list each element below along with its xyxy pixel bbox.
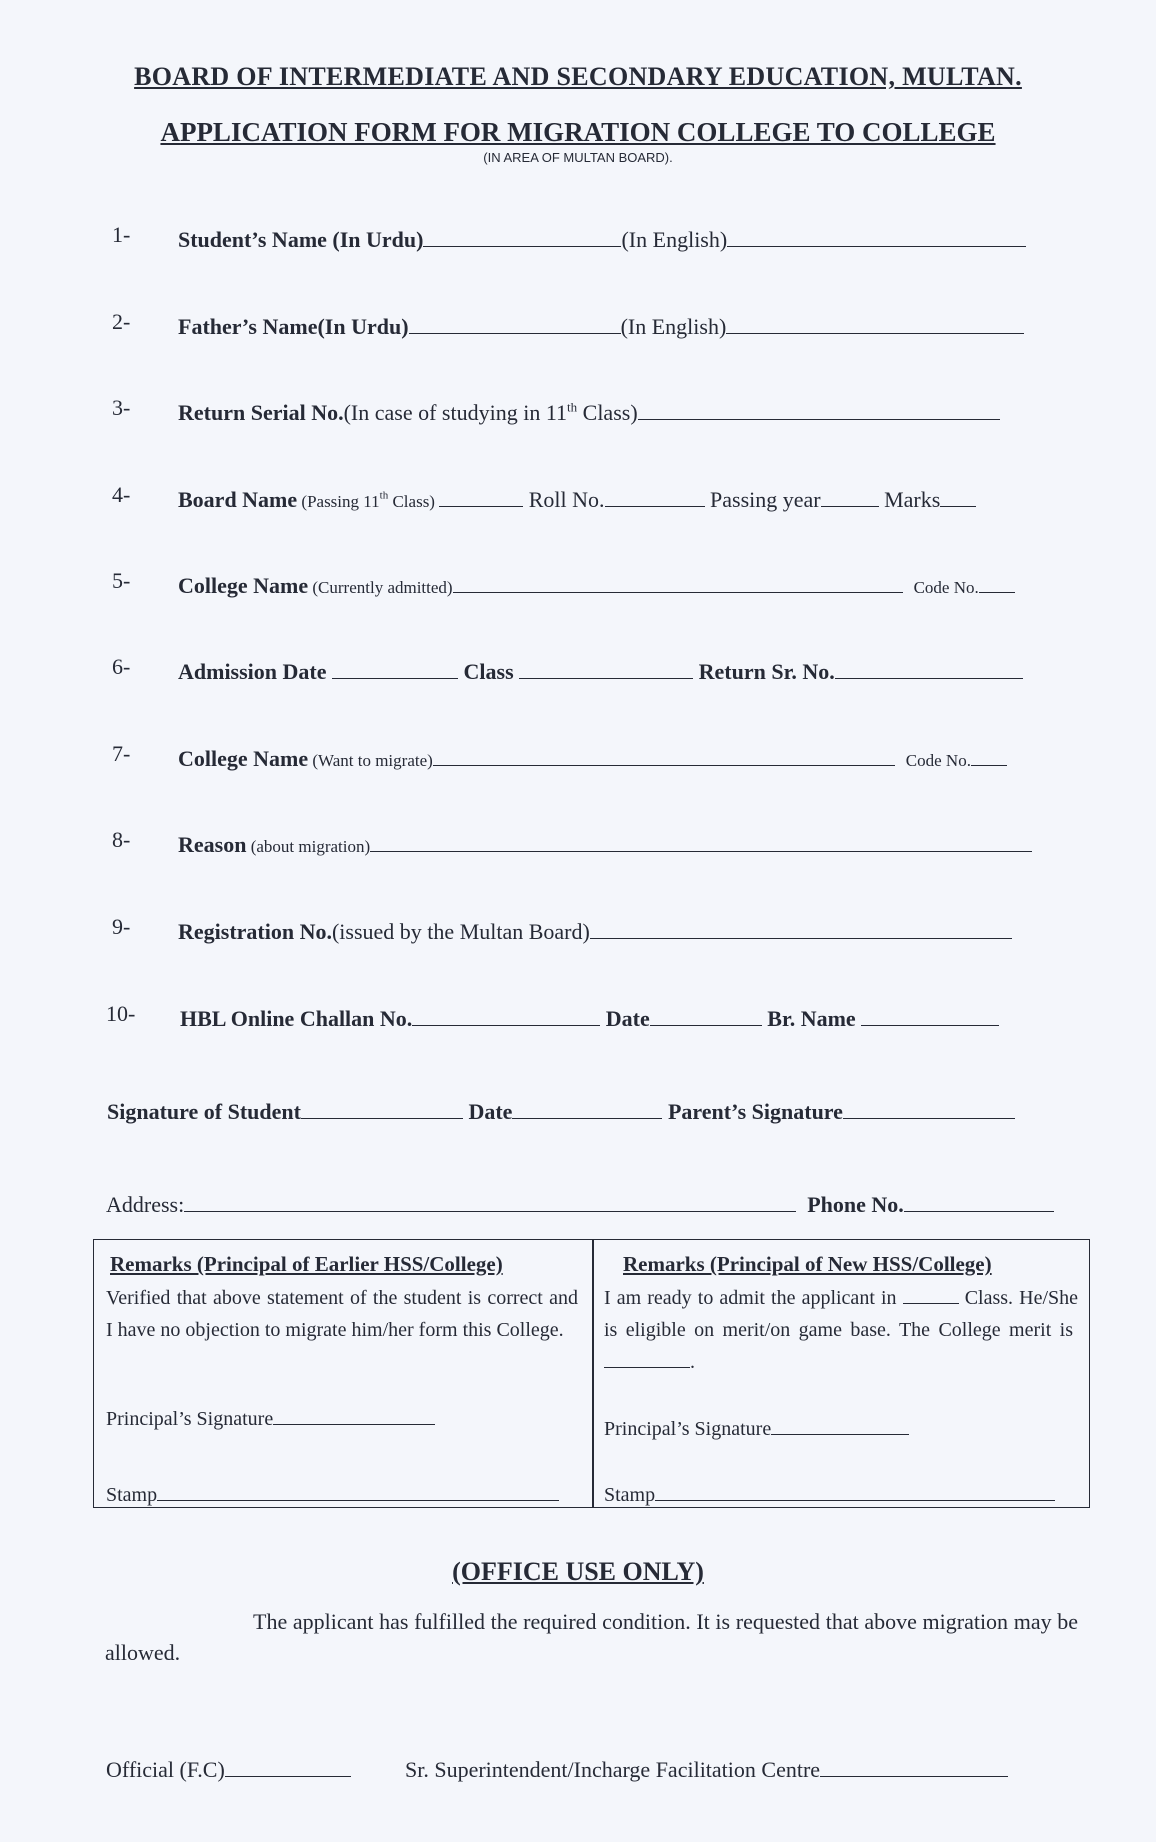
return-serial-input[interactable] [638,395,1000,420]
field-number: 10- [106,1001,136,1026]
field-number: 9- [112,914,131,939]
superscript: th [567,399,578,415]
field-note: Class) [577,400,638,425]
field-number: 4- [112,482,131,507]
field-label: Board Name [178,487,298,512]
office-use-text [105,1606,1078,1668]
field-note: (Currently admitted) [308,578,453,597]
remarks-right-heading: Remarks (Principal of New HSS/College) [623,1252,992,1276]
student-signature-input[interactable] [301,1094,463,1119]
registration-number-input[interactable] [590,914,1012,939]
field-label: Stamp [604,1484,656,1506]
new-principal-signature-input[interactable] [771,1414,909,1435]
earlier-stamp [106,1480,559,1507]
superscript: th [379,489,389,502]
field-label: Date [468,1099,513,1124]
new-stamp-input[interactable] [655,1480,1055,1501]
field-label: Return Serial No. [178,400,344,425]
field-label: Reason [178,832,247,857]
remarks-table [93,1239,1090,1508]
current-college-code-input[interactable] [979,568,1015,593]
field-label: Admission Date [178,659,327,684]
form-title: APPLICATION FORM FOR MIGRATION COLLEGE TO COLLEGE [160,117,996,147]
field-label: Code No. [905,751,971,770]
remarks-divider [592,1240,594,1507]
admission-date-input[interactable] [332,654,458,679]
field-label: Address: [106,1192,185,1217]
field-label: Br. Name [767,1006,856,1031]
field-label: Return Sr. No. [698,659,835,684]
field-label: Principal’s Signature [604,1418,772,1440]
current-college-input[interactable] [453,568,903,593]
parent-signature-input[interactable] [843,1094,1015,1119]
field-label: Father’s Name(In Urdu) [178,314,409,339]
superintendent-signature-input[interactable] [820,1752,1008,1777]
field-row-4 [0,482,1156,522]
field-label: Stamp [106,1484,158,1506]
field-label: Passing year [710,487,821,512]
field-label: HBL Online Challan No. [180,1006,413,1031]
field-number: 2- [112,309,131,334]
remarks-right-text-part: I am ready to admit the applicant in [604,1287,897,1309]
phone-number-input[interactable] [904,1187,1054,1212]
remarks-right-text-part: Class. He/She is eligible on merit/on game base. The College merit is [604,1287,1079,1341]
office-use-text-content: The applicant has fulfilled the required condition. It is requested that above migration may be allowed. [105,1609,1078,1665]
remarks-left-text: Verified that above statement of the student is correct and I have no objection to migrate him/her form this College. [106,1287,578,1341]
field-row-8 [0,827,1156,867]
field-row-1 [0,222,1156,262]
earlier-principal-signature [106,1404,435,1431]
board-title: BOARD OF INTERMEDIATE AND SECONDARY EDUCATION, MULTAN. [134,62,1022,91]
field-number: 5- [112,568,131,593]
field-row-9 [0,914,1156,954]
field-label: Sr. Superintendent/Incharge Facilitation Centre [405,1757,821,1782]
form-subtitle: (IN AREA OF MULTAN BOARD). [483,150,673,165]
field-row-3 [0,395,1156,435]
passing-year-input[interactable] [821,482,879,507]
challan-date-input[interactable] [650,1001,762,1026]
reason-input[interactable] [370,827,1032,852]
field-label: (In English) [620,314,727,339]
new-college-code-input[interactable] [971,741,1007,766]
signature-row [0,1094,1156,1134]
return-sr-number-input[interactable] [835,654,1023,679]
class-input[interactable] [519,654,693,679]
field-row-10 [0,1001,1156,1041]
earlier-principal-signature-input[interactable] [273,1404,435,1425]
field-row-6 [0,654,1156,694]
field-label: Parent’s Signature [667,1099,843,1124]
challan-number-input[interactable] [412,1001,600,1026]
field-label: College Name [178,746,309,771]
field-row-7 [0,741,1156,781]
new-college-input[interactable] [433,741,895,766]
field-row-2 [0,309,1156,349]
new-stamp [604,1480,1055,1507]
roll-number-input[interactable] [605,482,705,507]
branch-name-input[interactable] [861,1001,999,1026]
address-input[interactable] [184,1187,796,1212]
address-row [0,1187,1156,1227]
remarks-right-text: I am ready to admit the applicant in Class. He/She is eligible on merit/on game base. The College merit is . [604,1282,1078,1378]
field-label: Student’s Name (In Urdu) [178,227,424,252]
field-note: (issued by the Multan Board) [331,919,590,944]
signature-date-input[interactable] [512,1094,662,1119]
field-label: College Name [178,573,309,598]
field-label: Registration No. [178,919,332,944]
field-label: Code No. [913,578,979,597]
earlier-stamp-input[interactable] [157,1480,559,1501]
father-name-urdu-input[interactable] [409,309,621,334]
field-note: (Passing 11 [297,492,380,511]
student-name-urdu-input[interactable] [423,222,621,247]
field-label: Official (F.C) [106,1757,225,1782]
field-label: Date [605,1006,650,1031]
field-number: 3- [112,395,131,420]
field-label: Class [463,659,514,684]
admit-class-input[interactable] [903,1283,959,1304]
official-fc-input[interactable] [225,1752,351,1777]
field-label: Signature of Student [107,1099,301,1124]
field-note: (Want to migrate) [308,751,433,770]
office-signature-row [0,1752,1156,1792]
field-number: 8- [112,827,131,852]
field-row-5 [0,568,1156,608]
field-note: (about migration) [246,837,371,856]
new-principal-signature [604,1414,909,1441]
field-note: (In case of studying in 11 [343,400,568,425]
remarks-left-heading: Remarks (Principal of Earlier HSS/College) [110,1252,503,1276]
field-number: 1- [112,222,131,247]
college-merit-input[interactable] [604,1347,690,1368]
field-note: Class) [388,492,440,511]
student-name-english-input[interactable] [727,222,1026,247]
field-label: (In English) [621,227,728,252]
office-use-heading: (OFFICE USE ONLY) [452,1557,704,1586]
board-name-input[interactable] [439,482,523,507]
field-label: Roll No. [528,487,605,512]
field-label: Marks [884,487,941,512]
marks-input[interactable] [940,482,976,507]
father-name-english-input[interactable] [726,309,1024,334]
field-label: Phone No. [807,1192,904,1217]
field-number: 7- [112,741,131,766]
field-number: 6- [112,654,131,679]
field-label: Principal’s Signature [106,1408,274,1430]
